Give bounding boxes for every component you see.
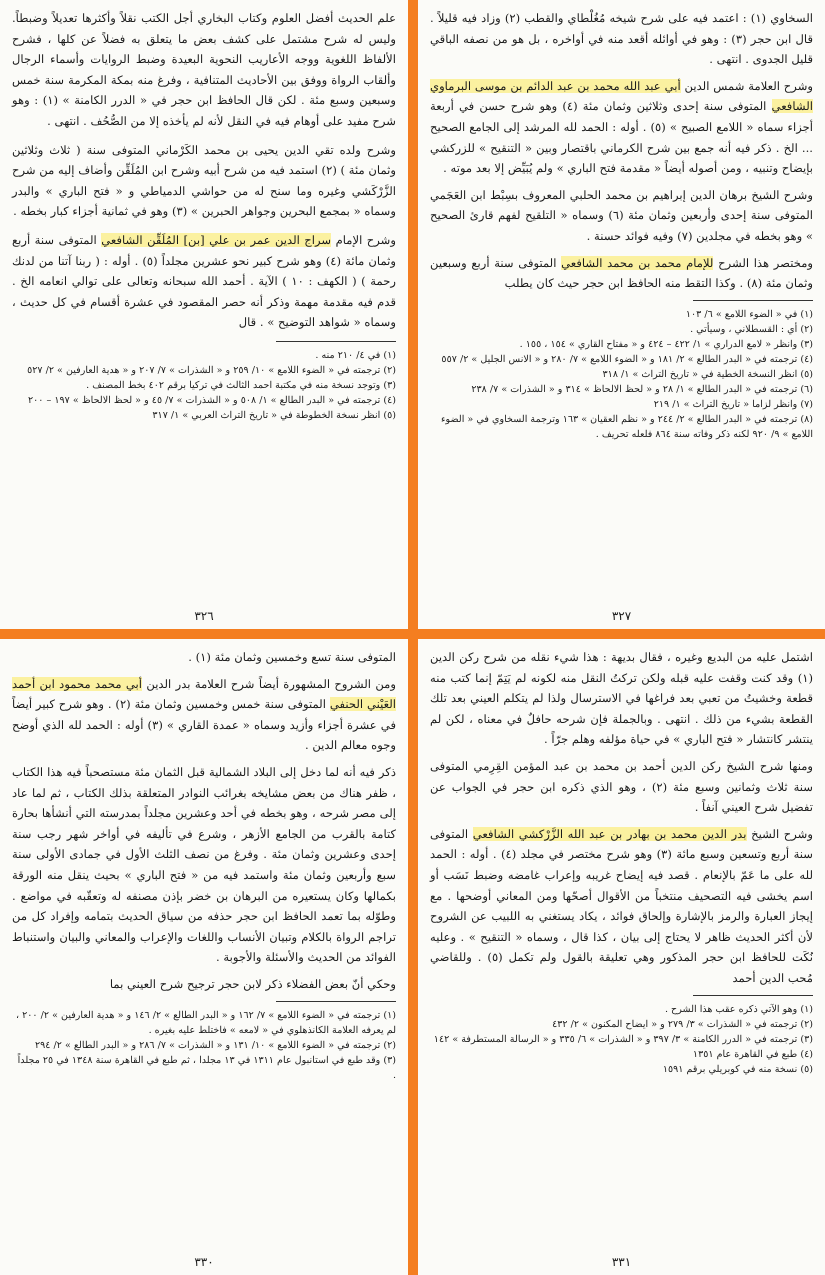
paragraph: علم الحديث أفضل العلوم وكتاب البخاري أجل الكتب نقلاً وأكثرها تعديلاً وضبطاً. وليس له شرح مشتمل على كشف بعض ما يتعلق به فضلاً عن كلها ، فشرح الألفاظ اللغوية ووجه الأعاريب النحوية البعيدة وضبط الروايات وأسماء الرجال وألقاب الرواة ووفق بين الأحاديث المتنافية ، وفرغ منه بمكة المكرمة سنة خمس وسبعين وسبع مئة . لكن قال الحافظ ابن حجر في « الدرر الكامنة » (١) : وهو شرح مفيد على أوهام فيه في النقل لأنه لم يأخذه إلا من الصُّحُف . انتهى . (12, 11, 396, 128)
highlighted-name: بدر الدين محمد بن بهادر بن عبد الله الزَّرْكشي الشافعي (472, 826, 747, 841)
page-327 (418, 0, 825, 629)
paragraph: السخاوي (١) : اعتمد فيه على شرح شيخه مُغُلْطاي والقطب (٢) وزاد فيه قليلاً . قال ابن حجر (٣) : وهو في أوائله أقعد منه في أواخره ، بل هو من نصفه الباقي قليل الجدوى . انتهى . (430, 11, 813, 67)
footnote: (٧) وانظر لزاما « تاريخ التراث » ١/ ٢١٩ (653, 398, 813, 410)
para-text: ومختصر هذا الشرح (713, 255, 814, 270)
paragraph: اشتمل عليه من البديع وغيره ، فقال بديهة : هذا شيء نقله من شرح ركن الدين (١) وقد كنت وقفت عليه قبله ولكن تركتُ النقل منه لكونه لم يَتِمّ إنما كتب منه قطعة وخشيتُ من تعبي بعد فراغها في الاسترسال ولذا لم يتكلم العيني بعد تلك القطعة بشيء من ذلك . انتهى . وبالجملة فإن شرحه حافلٌ في معناه ، لكن لم ينتشر كانتشار « فتح الباري » في حياة مؤلفه وهلم جرّاً . (430, 650, 813, 747)
footnote-divider (693, 995, 813, 996)
footnote: (٨) ترجمته في « البدر الطالع » ٢/ ٢٤٤ و « نظم العقيان » ١٦٣ وترجمة السخاوي في « الضوء اللامع » ٩/ ٩٢٠ لكنه ذكر وفاته سنة ٨٦٤ فلعله تحريف . (441, 413, 813, 440)
para-text: المتوفى سنة أربع وثمان مائة (٤) وهو شرح كبير نحو عشرين مجلداً (٥) . أوله : ( ربنا آتنا من لدنك رحمة ) ( الكهف : ١٠ ) الآية . أحمد الله سبحانه وتعالى على توالي انعامه الخ . قدم فيه مقدمة مهمة وذكر أنه حصر المقصود في عشرة أقسام في كل حديث ، وسماه « شواهد التوضيح » . قال (12, 232, 396, 330)
footnotes (12, 348, 396, 423)
footnote: (١) في « الضوء اللامع » ٦/ ١٠٣ (685, 308, 813, 320)
footnote: (٥) نسخة منه في كوبريلي برقم ١٥٩١ (662, 1063, 813, 1075)
footnotes (430, 307, 813, 442)
para-text: المتوفى سنة أربع وسبعين وثمان مئة (٨) . وكذا التقط منه الحافظ ابن حجر حيث كان يطلب (430, 255, 813, 291)
para-text: وشرح الإمام (331, 232, 396, 247)
page-number: ٣٢٦ (194, 609, 214, 623)
para-text: وشرح الشيخ (746, 826, 813, 841)
footnotes (12, 1008, 396, 1083)
footnote: (٣) وتوجد نسخة منه في مكتبة احمد الثالث في تركيا برقم ٤٠٢ بخط المصنف . (86, 379, 396, 391)
footnote: (١) ترجمته في « الضوء اللامع » ٧/ ١٦٢ و « البدر الطالع » ٢/ ١٤٦ و « هدية العارفين » ٢/ ٢٠٠ ، لم يعرفه العلامة الكانذهلوي في « لامعه » فاختلط عليه بغيره . (15, 1009, 396, 1036)
para-text: المتوفى سنة خمس وخمسين وثمان مئة (٢) . وهو شرح كبير أيضاً في عشرة أجزاء وأزيد وسماه « عمدة القاري » (٣) أوله : الحمد لله الذي أوضح وجوه معالم الدين . (12, 697, 396, 753)
footnote: (٢) أي : القسطلاني ، وسيأتي . (690, 323, 813, 335)
footnote-divider (276, 1001, 396, 1002)
footnote: (١) وهو الآتي ذكره عقب هذا الشرح . (664, 1003, 813, 1015)
highlighted-name: أبي عبد الله محمد بن عبد الدائم بن موسى البرماوي الشافعي (430, 78, 813, 114)
paragraph: وشرح ولده تقي الدين يحيى بن محمد الكَرْماني المتوفى سنة ( ثلاث وثلاثين وثمان مئة ) (٢) استمد فيه من شرح أبيه وشرح ابن المُلَقِّن وأضاف إليه من شرح الزَّرْكَشي وغيره وما سنح له من حواشي الدمياطي و « فتح الباري » والبدر وسماه « بمجمع البحرين وجواهر الحبرين » (٣) وهو في ثمانية أجزاء كبار بخطه . (12, 142, 396, 219)
highlighted-name: سراج الدين عمر بن علي [بن] المُلَقِّن الشافعي (101, 232, 332, 247)
footnote: (٤) ترجمته في « البدر الطالع » ١/ ٥٠٨ و « الشذرات » ٧/ ٤٥ و « لحظ الالحاظ » ١٩٧ – ٢٠٠ (28, 394, 396, 406)
paragraph: المتوفى سنة تسع وخمسين وثمان مئة (١) . (188, 650, 396, 664)
page-number: ٣٢٧ (611, 609, 632, 623)
para-text: المتوفى سنة إحدى وثلاثين وثمان مئة (٤) وهو شرح حسن في أربعة أجزاء سماه « اللامع الصبيح » (٥) . أوله : الحمد لله المرشد إلى الجامع الصحيح ... الخ . ذكر فيه أنه جمع بين شرح الكرماني باقتصار وبين « التنقيح » للزركشي بإيضاح وتنبيه ، ومن أصوله أيضاً « مقدمة فتح الباري » ولم يُبَيِّض إلا بعد موته . (430, 99, 813, 176)
footnote: (٤) طبع في القاهرة عام ١٣٥١ (692, 1048, 813, 1060)
paragraph: ومنها شرح الشيخ ركن الدين أحمد بن محمد بن عبد المؤمن القِرِمي المتوفى سنة ثلاث وثمانين وسبع مئة (٢) ، وهو الذي ذكره ابن حجر في الجواب عن تفضيل شرح العيني آنفاً . (430, 758, 813, 815)
footnote-divider (276, 341, 396, 342)
para-text: المتوفى سنة أربع وتسعين وسبع مائة (٣) وهو شرح مختصر في مجلد (٤) . أوله : الحمد لله على ما عَمّ بالإنعام . قصد فيه إيضاح غريبه وإعراب غامضه وضبط نَسَب أو اسم يخشى فيه التصحيف منتخباً من الأقوال أصحّها ومن المعاني أوضحها . مع إيجاز العبارة والرمز بالإشارة وإلحاق فوائد ، يكاد يستغني به اللبيب عن الشروح لأن أكثر الحديث ظاهر لا يحتاج إلى بيان ، كذا قال ، وسماه « التنقيح » . وعليه نُكَت للحافظ ابن حجر المذكور وهي تعليقة بالقول ولم تكمل (٥) . وللقاضي مُحب الدين أحمد (430, 826, 814, 985)
footnote: (٥) انظر نسخة الخطوطة في « تاريخ التراث العربي » ١/ ٣١٧ (152, 409, 396, 421)
para-text: وشرح العلامة شمس الدين (680, 78, 814, 93)
paragraph: ذكر فيه أنه لما دخل إلى البلاد الشمالية قبل الثمان مئة مستصحباً فيه هذا الكتاب ، ظفر هناك من بعض مشايخه بغرائب النوادر المتعلقة بذلك الكتاب ، ثم لما عاد إلى مصر شرحه ، وهو بخطه في أحد وعشرين مجلداً بمدرسته التي أنشأها بحارة كتامة بالقرب من الجامع الأزهر ، وشرع في تأليفه في أواخر شهر رجب سنة إحدى وعشرين وثمان مئة . وفرغ من نصف الثلث الأول في جمادى الأولى سنة سبع وأربعين وثمان مئة واستمد فيه من « فتح الباري » بحيث ينقل منه الورقة بكمالها وكان يستعيره من البرهان بن خضر بإذن مصنفه له وتعقّبه في مواضع . وطوّله بما تعمد الحافظ ابن حجر حذفه من سياق الحديث بتمامه وإفراد كل من تراجم الرواة بالكلام وتبيان الأنساب واللغات والإعراب والمعاني والبيان واستنباط الفوائد من الحديث والأسئلة والأجوبة . (12, 764, 397, 965)
paragraph-highlighted (12, 674, 396, 756)
footnote: (٣) وانظر « لامع الدراري » ١/ ٤٢٢ – ٤٢٤ و « مفتاح القاري » ١٥٤ ، ١٥٥ . (519, 338, 813, 350)
footnote: (٥) انظر النسخة الخطية في « تاريخ التراث » ١/ ٣١٨ (602, 368, 813, 380)
page-326 (0, 0, 408, 629)
footnote: (٣) وقد طبع في استانبول عام ١٣١١ في ١٣ مجلدا ، ثم طبع في القاهرة سنة ١٣٤٨ في ٢٥ مجلداً . (17, 1054, 396, 1081)
footnote-divider (693, 300, 813, 301)
paragraph-highlighted (430, 76, 813, 179)
paragraph-highlighted (430, 253, 813, 294)
page-number: ٣٣٠ (194, 1255, 214, 1269)
page-330 (0, 639, 408, 1275)
footnote: (٤) ترجمته في « البدر الطالع » ٢/ ١٨١ و « الضوء اللامع » ٧/ ٢٨٠ و « الانس الجليل » ٢/ ٥٥٧ (441, 353, 813, 365)
paragraph: وشرح الشيخ برهان الدين إبراهيم بن محمد الحلبي المعروف بسِبْط ابن العَجَمي المتوفى سنة إحدى وأربعين وثمان مئة (٦) وسماه « التلقيح لفهم قارئ الصحيح » وهو بخطه في مجلدين (٧) وفيه فوائد حسنة . (430, 187, 813, 243)
para-text: ومن الشروح المشهورة أيضاً شرح العلامة بدر الدين (142, 676, 396, 691)
footnote: (١) في ٤/ ٢١٠ منه . (315, 349, 396, 361)
footnote: (٢) ترجمته في « الضوء اللامع » ١٠/ ٢٥٩ و « الشذرات » ٧/ ٢٠٧ و « هدية العارفين » ٢/ ٥٢٧ (27, 364, 396, 376)
footnote: (٢) ترجمته في « الشذرات » ٣/ ٢٧٩ و « ايضاح المكنون » ٢/ ٤٣٢ (552, 1018, 813, 1030)
paragraph: وحكي أنّ بعض الفضلاء ذكر لابن حجر ترجيح شرح العيني بما (109, 976, 396, 991)
paragraph-highlighted (430, 824, 813, 989)
footnote: (٦) ترجمته في « البدر الطالع » ١/ ٢٨ و « لحظ الالحاظ » ٣١٤ و « الشذرات » ٧/ ٢٣٨ (471, 383, 813, 395)
highlighted-name: أبي محمد محمود ابن أحمد العَيْني الحنفي (12, 676, 396, 712)
highlighted-name: للإمام محمد بن محمد الشافعي (561, 255, 714, 270)
page-number: ٣٣١ (611, 1255, 632, 1269)
footnotes (430, 1002, 813, 1077)
paragraph-highlighted (12, 230, 396, 333)
footnote: (٢) ترجمته في « الضوء اللامع » ١٠/ ١٣١ و « الشذرات » ٧/ ٢٨٦ و « البدر الطالع » ٢/ ٢٩٤ (34, 1039, 396, 1051)
footnote: (٣) ترجمته في « الدرر الكامنة » ٣/ ٣٩٧ و « الشذرات » ٦/ ٣٣٥ و « الرسالة المستطرفة » ١٤٢ (433, 1033, 813, 1045)
page-331 (418, 639, 825, 1275)
